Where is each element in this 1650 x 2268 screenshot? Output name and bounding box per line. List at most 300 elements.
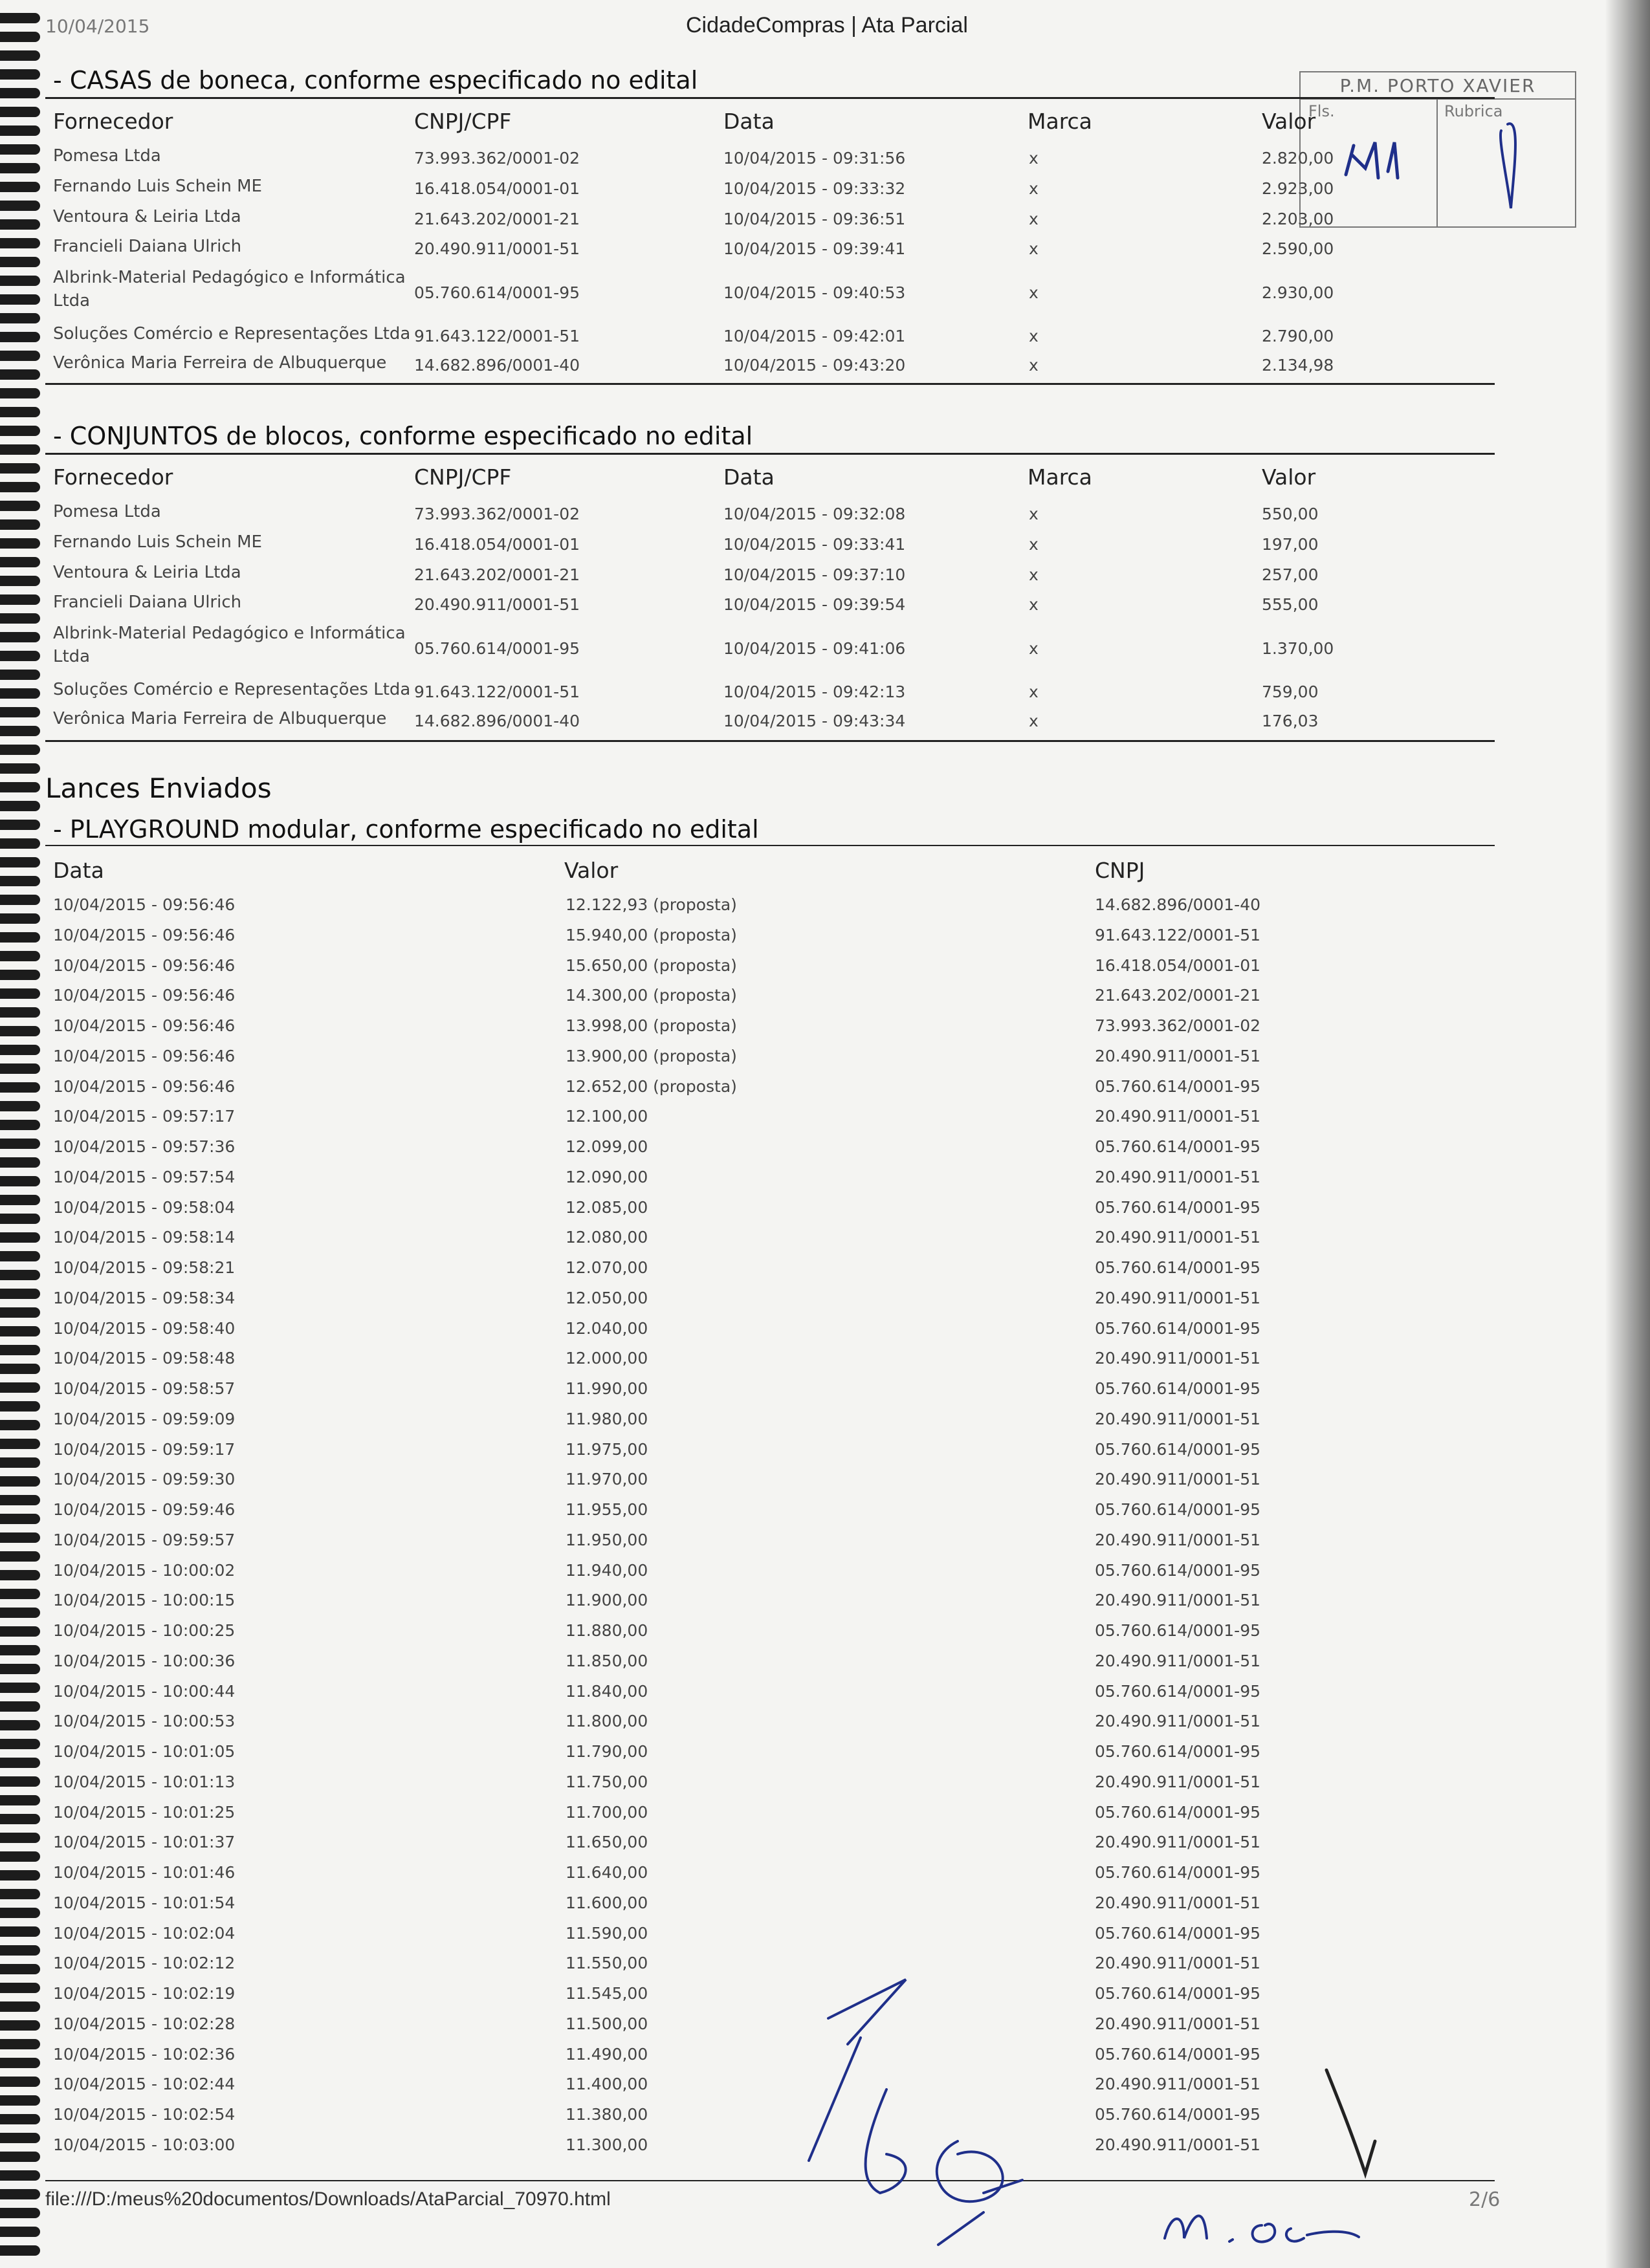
binding-ring — [0, 1814, 40, 1824]
lance-data-cell: 10/04/2015 - 10:02:19 — [53, 1984, 236, 2003]
binding-ring — [0, 2245, 40, 2256]
binding-ring — [0, 1326, 40, 1336]
binding-ring — [0, 1926, 40, 1937]
binding-ring — [0, 1082, 40, 1093]
binding-ring — [0, 538, 40, 549]
lance-cnpj-cell: 05.760.614/0001-95 — [1095, 1742, 1261, 1761]
binding-ring — [0, 144, 40, 155]
col-fornecedor: Fornecedor — [53, 109, 173, 134]
binding-ring — [0, 257, 40, 267]
binding-ring — [0, 1176, 40, 1186]
binding-ring — [0, 501, 40, 511]
binding-ring — [0, 2095, 40, 2106]
lance-data-cell: 10/04/2015 - 10:00:25 — [53, 1621, 236, 1640]
lance-data-cell: 10/04/2015 - 10:01:37 — [53, 1833, 236, 1852]
cnpj-cell: 05.760.614/0001-95 — [414, 639, 580, 658]
lance-data-cell: 10/04/2015 - 09:59:30 — [53, 1470, 236, 1489]
marca-cell: x — [1029, 505, 1039, 523]
lance-cnpj-cell: 20.490.911/0001-51 — [1095, 1833, 1261, 1852]
binding-ring — [0, 1851, 40, 1862]
cnpj-cell: 73.993.362/0001-02 — [414, 505, 580, 523]
binding-ring — [0, 1195, 40, 1205]
section1-bottom-rule — [45, 383, 1495, 385]
lance-data-cell: 10/04/2015 - 09:56:46 — [53, 1076, 236, 1096]
binding-ring — [0, 876, 40, 886]
binding-ring — [0, 276, 40, 286]
binding-ring — [0, 1964, 40, 1974]
cnpj-cell: 73.993.362/0001-02 — [414, 149, 580, 168]
binding-ring — [0, 2170, 40, 2181]
lance-data-cell: 10/04/2015 - 09:59:09 — [53, 1409, 236, 1428]
marca-cell: x — [1029, 210, 1039, 228]
binding-ring — [0, 951, 40, 961]
valor-cell: 550,00 — [1262, 505, 1319, 523]
lance-cnpj-cell: 20.490.911/0001-51 — [1095, 1228, 1261, 1247]
rubrica-signature — [1482, 111, 1534, 221]
data-cell: 10/04/2015 - 09:43:34 — [723, 712, 906, 730]
binding-ring — [0, 2114, 40, 2124]
fornecedor-cell: Verônica Maria Ferreira de Albuquerque — [53, 709, 387, 728]
cnpj-cell: 05.760.614/0001-95 — [414, 283, 580, 302]
lance-cnpj-cell: 05.760.614/0001-95 — [1095, 1681, 1261, 1701]
section2-title: - CONJUNTOS de blocos, conforme especificado no edital — [53, 422, 753, 450]
lance-data-cell: 10/04/2015 - 10:01:46 — [53, 1863, 236, 1882]
binding-ring — [0, 1063, 40, 1074]
valor-cell: 2.134,98 — [1262, 356, 1334, 375]
lance-cnpj-cell: 14.682.896/0001-40 — [1095, 895, 1261, 914]
binding-ring — [0, 332, 40, 342]
lance-data-cell: 10/04/2015 - 10:02:12 — [53, 1954, 236, 1973]
binding-ring — [0, 913, 40, 924]
stamp-rubrica-label: Rubrica — [1444, 102, 1503, 120]
binding-ring — [0, 351, 40, 361]
binding-ring — [0, 1139, 40, 1149]
binding-ring — [0, 369, 40, 380]
lance-valor-cell: 11.840,00 — [566, 1681, 648, 1701]
binding-ring — [0, 1457, 40, 1468]
binding-ring — [0, 1401, 40, 1412]
lance-data-cell: 10/04/2015 - 10:03:00 — [53, 2135, 236, 2154]
col-cnpj: CNPJ — [1095, 858, 1145, 883]
lance-cnpj-cell: 05.760.614/0001-95 — [1095, 1439, 1261, 1459]
lance-valor-cell: 11.790,00 — [566, 1742, 648, 1761]
binding-ring — [0, 2001, 40, 2012]
binding-ring — [0, 1420, 40, 1430]
binding-ring — [0, 313, 40, 323]
col-data: Data — [723, 464, 775, 490]
lance-valor-cell: 11.990,00 — [566, 1379, 648, 1398]
lance-data-cell: 10/04/2015 - 10:00:44 — [53, 1681, 236, 1701]
binding-ring — [0, 1870, 40, 1881]
lance-cnpj-cell: 05.760.614/0001-95 — [1095, 1984, 1261, 2003]
data-cell: 10/04/2015 - 09:42:13 — [723, 682, 906, 701]
lance-cnpj-cell: 05.760.614/0001-95 — [1095, 1621, 1261, 1640]
lance-cnpj-cell: 20.490.911/0001-51 — [1095, 1954, 1261, 1973]
data-cell: 10/04/2015 - 09:33:41 — [723, 535, 906, 554]
binding-ring — [0, 13, 40, 23]
lance-valor-cell: 13.998,00 (proposta) — [566, 1016, 737, 1035]
spiral-binding — [0, 0, 45, 2268]
valor-cell: 257,00 — [1262, 565, 1319, 584]
lance-cnpj-cell: 05.760.614/0001-95 — [1095, 1137, 1261, 1156]
lance-valor-cell: 11.900,00 — [566, 1591, 648, 1610]
marca-cell: x — [1029, 565, 1039, 584]
lance-data-cell: 10/04/2015 - 09:56:46 — [53, 955, 236, 975]
lance-cnpj-cell: 05.760.614/0001-95 — [1095, 2105, 1261, 2124]
lance-cnpj-cell: 20.490.911/0001-51 — [1095, 1409, 1261, 1428]
lances-rule — [45, 845, 1495, 846]
binding-ring — [0, 125, 40, 136]
lance-cnpj-cell: 16.418.054/0001-01 — [1095, 955, 1261, 975]
binding-ring — [0, 1701, 40, 1712]
data-cell: 10/04/2015 - 09:31:56 — [723, 149, 906, 168]
lance-data-cell: 10/04/2015 - 09:58:14 — [53, 1228, 236, 1247]
col-valor: Valor — [564, 858, 619, 883]
binding-ring — [0, 2020, 40, 2031]
marca-cell: x — [1029, 239, 1039, 258]
lance-cnpj-cell: 05.760.614/0001-95 — [1095, 1076, 1261, 1096]
fornecedor-cell: Fernando Luis Schein ME — [53, 532, 262, 552]
binding-ring — [0, 1983, 40, 1993]
lance-valor-cell: 11.380,00 — [566, 2105, 648, 2124]
binding-ring — [0, 1045, 40, 1055]
binding-ring — [0, 107, 40, 117]
binding-ring — [0, 32, 40, 42]
lance-valor-cell: 11.955,00 — [566, 1500, 648, 1519]
data-cell: 10/04/2015 - 09:40:53 — [723, 283, 906, 302]
lance-data-cell: 10/04/2015 - 10:00:02 — [53, 1560, 236, 1580]
marca-cell: x — [1029, 639, 1039, 658]
col-fornecedor: Fornecedor — [53, 464, 173, 490]
marca-cell: x — [1029, 682, 1039, 701]
binding-ring — [0, 1307, 40, 1318]
page-edge-shadow — [1605, 0, 1650, 2268]
lance-valor-cell: 12.652,00 (proposta) — [566, 1076, 737, 1096]
binding-ring — [0, 182, 40, 192]
lance-valor-cell: 12.085,00 — [566, 1197, 648, 1217]
valor-cell: 2.790,00 — [1262, 327, 1334, 345]
valor-cell: 759,00 — [1262, 682, 1319, 701]
cnpj-cell: 91.643.122/0001-51 — [414, 682, 580, 701]
cnpj-cell: 20.490.911/0001-51 — [414, 595, 580, 614]
lance-valor-cell: 11.850,00 — [566, 1651, 648, 1670]
binding-ring — [0, 1251, 40, 1261]
lance-valor-cell: 11.550,00 — [566, 1954, 648, 1973]
binding-ring — [0, 426, 40, 436]
lance-data-cell: 10/04/2015 - 10:02:04 — [53, 1923, 236, 1943]
data-cell: 10/04/2015 - 09:39:54 — [723, 595, 906, 614]
binding-ring — [0, 726, 40, 736]
binding-ring — [0, 857, 40, 867]
lance-valor-cell: 11.940,00 — [566, 1560, 648, 1580]
section2-bottom-rule — [45, 740, 1495, 742]
lance-valor-cell: 15.650,00 (proposta) — [566, 955, 737, 975]
lance-valor-cell: 14.300,00 (proposta) — [566, 986, 737, 1005]
lance-data-cell: 10/04/2015 - 09:58:34 — [53, 1288, 236, 1307]
lances-bottom-rule — [45, 2180, 1495, 2181]
binding-ring — [0, 632, 40, 642]
binding-ring — [0, 69, 40, 80]
binding-ring — [0, 1570, 40, 1580]
handwritten-signature — [789, 1967, 1126, 2251]
binding-ring — [0, 688, 40, 699]
binding-ring — [0, 1439, 40, 1449]
marca-cell: x — [1029, 327, 1039, 345]
col-data: Data — [53, 858, 104, 883]
lance-valor-cell: 12.099,00 — [566, 1137, 648, 1156]
binding-ring — [0, 670, 40, 680]
cnpj-cell: 21.643.202/0001-21 — [414, 210, 580, 228]
binding-ring — [0, 895, 40, 905]
binding-ring — [0, 388, 40, 398]
stamp-divider-vertical — [1436, 98, 1438, 226]
lance-cnpj-cell: 20.490.911/0001-51 — [1095, 1288, 1261, 1307]
cnpj-cell: 91.643.122/0001-51 — [414, 327, 580, 345]
binding-ring — [0, 2039, 40, 2049]
cnpj-cell: 14.682.896/0001-40 — [414, 712, 580, 730]
marca-cell: x — [1029, 179, 1039, 198]
marca-cell: x — [1029, 283, 1039, 302]
binding-ring — [0, 763, 40, 774]
binding-ring — [0, 594, 40, 605]
binding-ring — [0, 745, 40, 755]
lance-valor-cell: 12.040,00 — [566, 1318, 648, 1338]
lance-valor-cell: 11.590,00 — [566, 1923, 648, 1943]
lance-data-cell: 10/04/2015 - 10:02:44 — [53, 2075, 236, 2094]
valor-cell: 2.930,00 — [1262, 283, 1334, 302]
fornecedor-cell-continued: Ltda — [53, 291, 91, 311]
lance-cnpj-cell: 20.490.911/0001-51 — [1095, 2014, 1261, 2033]
binding-ring — [0, 482, 40, 492]
lance-data-cell: 10/04/2015 - 09:58:57 — [53, 1379, 236, 1398]
fornecedor-cell: Pomesa Ltda — [53, 146, 161, 166]
lance-data-cell: 10/04/2015 - 09:57:54 — [53, 1167, 236, 1186]
binding-ring — [0, 1720, 40, 1730]
binding-ring — [0, 1382, 40, 1393]
binding-ring — [0, 163, 40, 173]
data-cell: 10/04/2015 - 09:33:32 — [723, 179, 906, 198]
binding-ring — [0, 1626, 40, 1637]
stamp-town: P.M. PORTO XAVIER — [1339, 75, 1536, 96]
valor-cell: 197,00 — [1262, 535, 1319, 554]
lance-valor-cell: 11.700,00 — [566, 1802, 648, 1822]
lance-cnpj-cell: 20.490.911/0001-51 — [1095, 2135, 1261, 2154]
binding-ring — [0, 1945, 40, 1956]
fornecedor-cell: Fernando Luis Schein ME — [53, 177, 262, 196]
binding-ring — [0, 201, 40, 211]
binding-ring — [0, 970, 40, 980]
col-cnpj: CNPJ/CPF — [414, 109, 512, 134]
binding-ring — [0, 707, 40, 717]
data-cell: 10/04/2015 - 09:36:51 — [723, 210, 906, 228]
cnpj-cell: 20.490.911/0001-51 — [414, 239, 580, 258]
binding-ring — [0, 1664, 40, 1674]
lance-data-cell: 10/04/2015 - 09:58:48 — [53, 1349, 236, 1368]
lance-data-cell: 10/04/2015 - 10:01:13 — [53, 1772, 236, 1791]
binding-ring — [0, 463, 40, 474]
fornecedor-cell: Pomesa Ltda — [53, 502, 161, 521]
lance-cnpj-cell: 05.760.614/0001-95 — [1095, 1560, 1261, 1580]
binding-ring — [0, 219, 40, 230]
binding-ring — [0, 2152, 40, 2162]
col-valor: Valor — [1262, 464, 1316, 490]
binding-ring — [0, 88, 40, 98]
binding-ring — [0, 782, 40, 792]
lance-data-cell: 10/04/2015 - 09:58:04 — [53, 1197, 236, 1217]
lance-valor-cell: 11.300,00 — [566, 2135, 648, 2154]
lance-valor-cell: 11.970,00 — [566, 1470, 648, 1489]
lance-data-cell: 10/04/2015 - 09:56:46 — [53, 925, 236, 944]
marca-cell: x — [1029, 595, 1039, 614]
lance-cnpj-cell: 20.490.911/0001-51 — [1095, 1712, 1261, 1731]
binding-ring — [0, 1345, 40, 1355]
lance-cnpj-cell: 05.760.614/0001-95 — [1095, 1379, 1261, 1398]
lance-cnpj-cell: 73.993.362/0001-02 — [1095, 1016, 1261, 1035]
stamp-fls-label: Fls. — [1308, 102, 1335, 120]
binding-ring — [0, 238, 40, 248]
lance-data-cell: 10/04/2015 - 10:02:28 — [53, 2014, 236, 2033]
lance-cnpj-cell: 05.760.614/0001-95 — [1095, 1500, 1261, 1519]
binding-ring — [0, 50, 40, 61]
col-valor: Valor — [1262, 109, 1316, 134]
municipal-stamp — [1299, 71, 1576, 228]
data-cell: 10/04/2015 - 09:39:41 — [723, 239, 906, 258]
col-data: Data — [723, 109, 775, 134]
lance-valor-cell: 15.940,00 (proposta) — [566, 925, 737, 944]
cnpj-cell: 14.682.896/0001-40 — [414, 356, 580, 375]
lance-data-cell: 10/04/2015 - 09:59:57 — [53, 1530, 236, 1549]
binding-ring — [0, 576, 40, 586]
marca-cell: x — [1029, 356, 1039, 375]
footer-page-number: 2/6 — [1469, 2188, 1501, 2211]
lance-cnpj-cell: 20.490.911/0001-51 — [1095, 1470, 1261, 1489]
lance-data-cell: 10/04/2015 - 10:02:36 — [53, 2044, 236, 2064]
fornecedor-cell: Ventoura & Leiria Ltda — [53, 563, 241, 582]
header-date: 10/04/2015 — [45, 16, 150, 37]
marca-cell: x — [1029, 712, 1039, 730]
binding-ring — [0, 1101, 40, 1111]
lance-data-cell: 10/04/2015 - 09:58:21 — [53, 1258, 236, 1277]
valor-cell: 2.923,00 — [1262, 179, 1334, 198]
lance-data-cell: 10/04/2015 - 09:59:17 — [53, 1439, 236, 1459]
binding-ring — [0, 519, 40, 530]
binding-ring — [0, 1214, 40, 1224]
section1-rule — [45, 97, 1495, 99]
lance-data-cell: 10/04/2015 - 10:00:15 — [53, 1591, 236, 1610]
handwritten-initials — [1152, 2186, 1372, 2258]
lance-cnpj-cell: 05.760.614/0001-95 — [1095, 1863, 1261, 1882]
lance-valor-cell: 11.545,00 — [566, 1984, 648, 2003]
lance-cnpj-cell: 05.760.614/0001-95 — [1095, 1802, 1261, 1822]
lance-cnpj-cell: 21.643.202/0001-21 — [1095, 986, 1261, 1005]
lance-cnpj-cell: 20.490.911/0001-51 — [1095, 1893, 1261, 1912]
lance-data-cell: 10/04/2015 - 10:00:36 — [53, 1651, 236, 1670]
binding-ring — [0, 1270, 40, 1280]
binding-ring — [0, 407, 40, 417]
lance-valor-cell: 12.122,93 (proposta) — [566, 895, 737, 914]
valor-cell: 1.370,00 — [1262, 639, 1334, 658]
lance-cnpj-cell: 20.490.911/0001-51 — [1095, 1107, 1261, 1126]
binding-ring — [0, 2227, 40, 2237]
binding-ring — [0, 2133, 40, 2143]
cnpj-cell: 16.418.054/0001-01 — [414, 179, 580, 198]
fornecedor-cell: Verônica Maria Ferreira de Albuquerque — [53, 353, 387, 373]
lance-valor-cell: 11.650,00 — [566, 1833, 648, 1852]
lance-cnpj-cell: 05.760.614/0001-95 — [1095, 1197, 1261, 1217]
fornecedor-cell: Francieli Daiana Ulrich — [53, 593, 242, 612]
lance-valor-cell: 11.975,00 — [566, 1439, 648, 1459]
section2-rule — [45, 453, 1495, 455]
section1-title: - CASAS de boneca, conforme especificado no edital — [53, 66, 698, 94]
lance-data-cell: 10/04/2015 - 09:57:36 — [53, 1137, 236, 1156]
lance-data-cell: 10/04/2015 - 09:58:40 — [53, 1318, 236, 1338]
binding-ring — [0, 820, 40, 830]
lance-valor-cell: 12.050,00 — [566, 1288, 648, 1307]
lance-valor-cell: 12.100,00 — [566, 1107, 648, 1126]
binding-ring — [0, 2208, 40, 2218]
fornecedor-cell: Albrink-Material Pedagógico e Informática — [53, 624, 406, 643]
data-cell: 10/04/2015 - 09:43:20 — [723, 356, 906, 375]
lance-cnpj-cell: 20.490.911/0001-51 — [1095, 1530, 1261, 1549]
lance-valor-cell: 12.080,00 — [566, 1228, 648, 1247]
binding-ring — [0, 1364, 40, 1374]
footer-file-path: file:///D:/meus%20documentos/Downloads/AtaParcial_70970.html — [45, 2188, 611, 2210]
binding-ring — [0, 1758, 40, 1768]
valor-cell: 2.203,00 — [1262, 210, 1334, 228]
binding-ring — [0, 932, 40, 943]
binding-ring — [0, 1551, 40, 1562]
lance-cnpj-cell: 05.760.614/0001-95 — [1095, 1258, 1261, 1277]
binding-ring — [0, 2077, 40, 2087]
col-marca: Marca — [1028, 464, 1092, 490]
lance-valor-cell: 12.070,00 — [566, 1258, 648, 1277]
binding-ring — [0, 1889, 40, 1899]
lance-valor-cell: 11.950,00 — [566, 1530, 648, 1549]
lance-cnpj-cell: 20.490.911/0001-51 — [1095, 1651, 1261, 1670]
fornecedor-cell: Soluções Comércio e Representações Ltda — [53, 680, 411, 699]
lance-valor-cell: 11.490,00 — [566, 2044, 648, 2064]
lance-data-cell: 10/04/2015 - 10:00:53 — [53, 1712, 236, 1731]
lance-cnpj-cell: 20.490.911/0001-51 — [1095, 1591, 1261, 1610]
lance-cnpj-cell: 20.490.911/0001-51 — [1095, 1046, 1261, 1065]
lance-cnpj-cell: 20.490.911/0001-51 — [1095, 2075, 1261, 2094]
data-cell: 10/04/2015 - 09:42:01 — [723, 327, 906, 345]
lance-cnpj-cell: 20.490.911/0001-51 — [1095, 1167, 1261, 1186]
lance-data-cell: 10/04/2015 - 09:59:46 — [53, 1500, 236, 1519]
lance-valor-cell: 12.000,00 — [566, 1349, 648, 1368]
fornecedor-cell-continued: Ltda — [53, 647, 91, 666]
binding-ring — [0, 1495, 40, 1505]
handwritten-mark — [1314, 2064, 1391, 2180]
valor-cell: 176,03 — [1262, 712, 1319, 730]
lance-cnpj-cell: 20.490.911/0001-51 — [1095, 1349, 1261, 1368]
binding-ring — [0, 2189, 40, 2199]
binding-ring — [0, 1532, 40, 1543]
lance-valor-cell: 11.500,00 — [566, 2014, 648, 2033]
lance-cnpj-cell: 05.760.614/0001-95 — [1095, 1318, 1261, 1338]
binding-ring — [0, 294, 40, 305]
binding-ring — [0, 1589, 40, 1599]
binding-ring — [0, 1120, 40, 1130]
lance-data-cell: 10/04/2015 - 10:01:05 — [53, 1742, 236, 1761]
lance-valor-cell: 12.090,00 — [566, 1167, 648, 1186]
lance-cnpj-cell: 91.643.122/0001-51 — [1095, 925, 1261, 944]
binding-ring — [0, 1645, 40, 1655]
lance-cnpj-cell: 05.760.614/0001-95 — [1095, 1923, 1261, 1943]
lance-data-cell: 10/04/2015 - 09:56:46 — [53, 986, 236, 1005]
handwritten-page-number — [1339, 129, 1424, 188]
binding-ring — [0, 1232, 40, 1243]
